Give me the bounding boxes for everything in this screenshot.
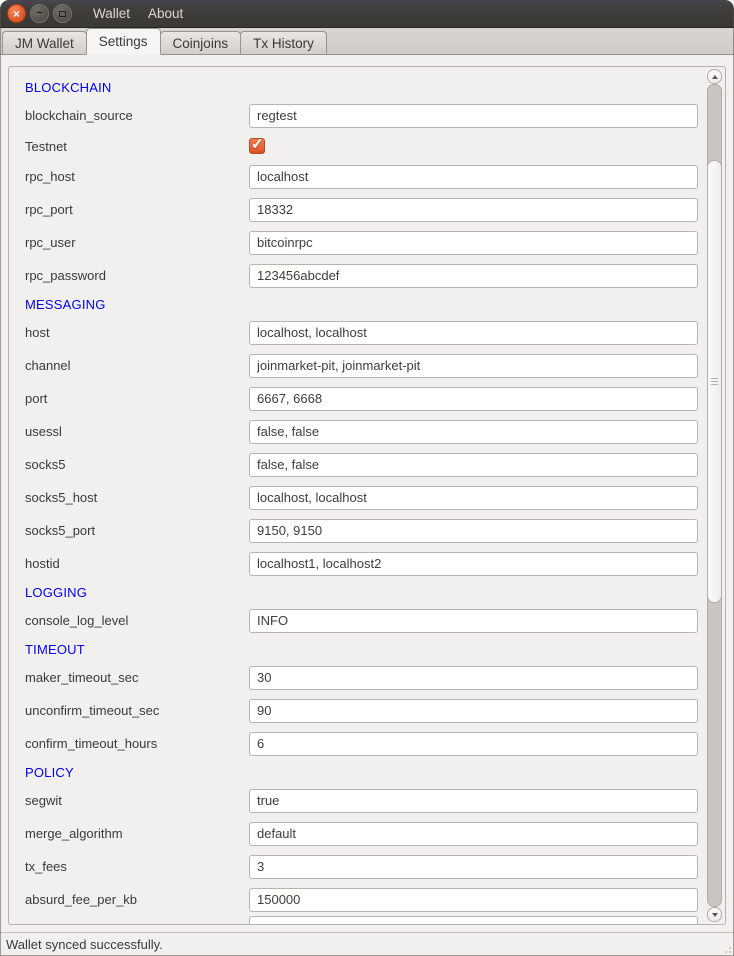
settings-row	[9, 883, 701, 916]
field-label-host: host	[25, 325, 50, 340]
tab-tx-history[interactable]: Tx History	[240, 31, 327, 54]
console-log-level-input[interactable]	[249, 609, 698, 633]
section-header-messaging: MESSAGING	[25, 296, 106, 312]
maker-timeout-sec-input[interactable]	[249, 666, 698, 690]
rpc-password-input[interactable]	[249, 264, 698, 288]
minimize-icon: −	[36, 7, 43, 19]
settings-row	[9, 784, 701, 817]
settings-row	[9, 817, 701, 850]
field-label-blockchain-source: blockchain_source	[25, 108, 133, 123]
blockchain-source-input[interactable]	[249, 104, 698, 128]
section-header-blockchain: BLOCKCHAIN	[25, 79, 112, 95]
field-label-rpc-port: rpc_port	[25, 202, 73, 217]
tx-fees-input[interactable]	[249, 855, 698, 879]
field-label-console-log-level: console_log_level	[25, 613, 129, 628]
settings-row	[9, 514, 701, 547]
menu-about[interactable]: About	[148, 6, 184, 21]
field-label-rpc-user: rpc_user	[25, 235, 76, 250]
settings-row	[9, 916, 701, 924]
field-label-channel: channel	[25, 358, 71, 373]
maximize-button[interactable]	[53, 4, 72, 23]
settings-row	[9, 604, 701, 637]
field-label-testnet: Testnet	[25, 138, 67, 154]
checkbox-check-icon: ✓	[251, 136, 264, 153]
field-label-port: port	[25, 391, 48, 406]
absurd-fee-per-kb-input[interactable]	[249, 888, 698, 912]
section-row-policy	[9, 760, 701, 784]
maximize-icon	[59, 11, 66, 17]
field-label-rpc-host: rpc_host	[25, 169, 75, 184]
field-label-usessl: usessl	[25, 424, 62, 439]
merge-algorithm-input[interactable]	[249, 822, 698, 846]
section-header-policy: POLICY	[25, 764, 74, 780]
settings-row	[9, 259, 701, 292]
hostid-input[interactable]	[249, 552, 698, 576]
status-bar	[0, 932, 734, 956]
field-label-socks5-port: socks5_port	[25, 523, 96, 538]
settings-pane	[0, 55, 734, 932]
field-label-confirm-timeout-hours: confirm_timeout_hours	[25, 736, 158, 751]
scroll-up-icon	[712, 75, 718, 79]
thumb-grip-icon	[711, 378, 718, 379]
socks5-input[interactable]	[249, 453, 698, 477]
tab-settings[interactable]: Settings	[86, 28, 161, 55]
settings-row	[9, 415, 701, 448]
close-button[interactable]	[7, 4, 26, 23]
scroll-down-button[interactable]	[707, 907, 722, 922]
segwit-input[interactable]	[249, 789, 698, 813]
section-row-timeout	[9, 637, 701, 661]
settings-row	[9, 547, 701, 580]
titlebar	[0, 0, 734, 28]
menubar	[84, 0, 192, 27]
section-row-messaging	[9, 292, 701, 316]
settings-row	[9, 850, 701, 883]
scrollbar-thumb[interactable]	[707, 160, 722, 603]
scroll-up-button[interactable]	[707, 69, 722, 84]
settings-row	[9, 193, 701, 226]
testnet-checkbox[interactable]	[249, 138, 265, 154]
unconfirm-timeout-sec-input[interactable]	[249, 699, 698, 723]
usessl-input[interactable]	[249, 420, 698, 444]
field-label-hostid: hostid	[25, 556, 60, 571]
thumb-grip-icon	[711, 384, 718, 385]
port-input[interactable]	[249, 387, 698, 411]
rpc-user-input[interactable]	[249, 231, 698, 255]
tab-jm-wallet[interactable]: JM Wallet	[2, 31, 87, 54]
settings-row	[9, 727, 701, 760]
settings-row	[9, 661, 701, 694]
rpc-port-input[interactable]	[249, 198, 698, 222]
scroll-down-icon	[712, 913, 718, 917]
field-label-segwit: segwit	[25, 793, 62, 808]
settings-row	[9, 694, 701, 727]
thumb-grip-icon	[711, 381, 718, 382]
tab-bar	[0, 28, 734, 55]
settings-row	[9, 132, 701, 160]
confirm-timeout-hours-input[interactable]	[249, 732, 698, 756]
vertical-scrollbar[interactable]	[707, 69, 722, 922]
channel-input[interactable]	[249, 354, 698, 378]
settings-row	[9, 349, 701, 382]
settings-form	[9, 67, 701, 924]
cutoff-input[interactable]	[249, 916, 698, 924]
field-label-absurd-fee-per-kb: absurd_fee_per_kb	[25, 892, 138, 907]
status-message: Wallet synced successfully.	[6, 937, 163, 952]
section-row-blockchain	[9, 75, 701, 99]
field-label-maker-timeout-sec: maker_timeout_sec	[25, 670, 139, 685]
minimize-button[interactable]	[30, 4, 49, 23]
field-label-socks5: socks5	[25, 457, 66, 472]
tab-coinjoins[interactable]: Coinjoins	[160, 31, 242, 54]
menu-wallet[interactable]: Wallet	[93, 6, 131, 21]
settings-row	[9, 448, 701, 481]
rpc-host-input[interactable]	[249, 165, 698, 189]
settings-row	[9, 99, 701, 132]
section-header-timeout: TIMEOUT	[25, 641, 85, 657]
section-row-logging	[9, 580, 701, 604]
field-label-merge-algorithm: merge_algorithm	[25, 826, 123, 841]
settings-row	[9, 160, 701, 193]
settings-row	[9, 226, 701, 259]
resize-grip-icon[interactable]	[721, 943, 731, 953]
settings-row	[9, 382, 701, 415]
close-icon: ×	[12, 6, 20, 21]
field-label-socks5-host: socks5_host	[25, 490, 98, 505]
settings-scroll-area	[8, 66, 726, 925]
socks5-port-input[interactable]	[249, 519, 698, 543]
settings-row	[9, 481, 701, 514]
field-label-rpc-password: rpc_password	[25, 268, 106, 283]
field-label-unconfirm-timeout-sec: unconfirm_timeout_sec	[25, 703, 160, 718]
settings-row	[9, 316, 701, 349]
socks5-host-input[interactable]	[249, 486, 698, 510]
section-header-logging: LOGGING	[25, 584, 88, 600]
field-label-tx-fees: tx_fees	[25, 859, 67, 874]
host-input[interactable]	[249, 321, 698, 345]
